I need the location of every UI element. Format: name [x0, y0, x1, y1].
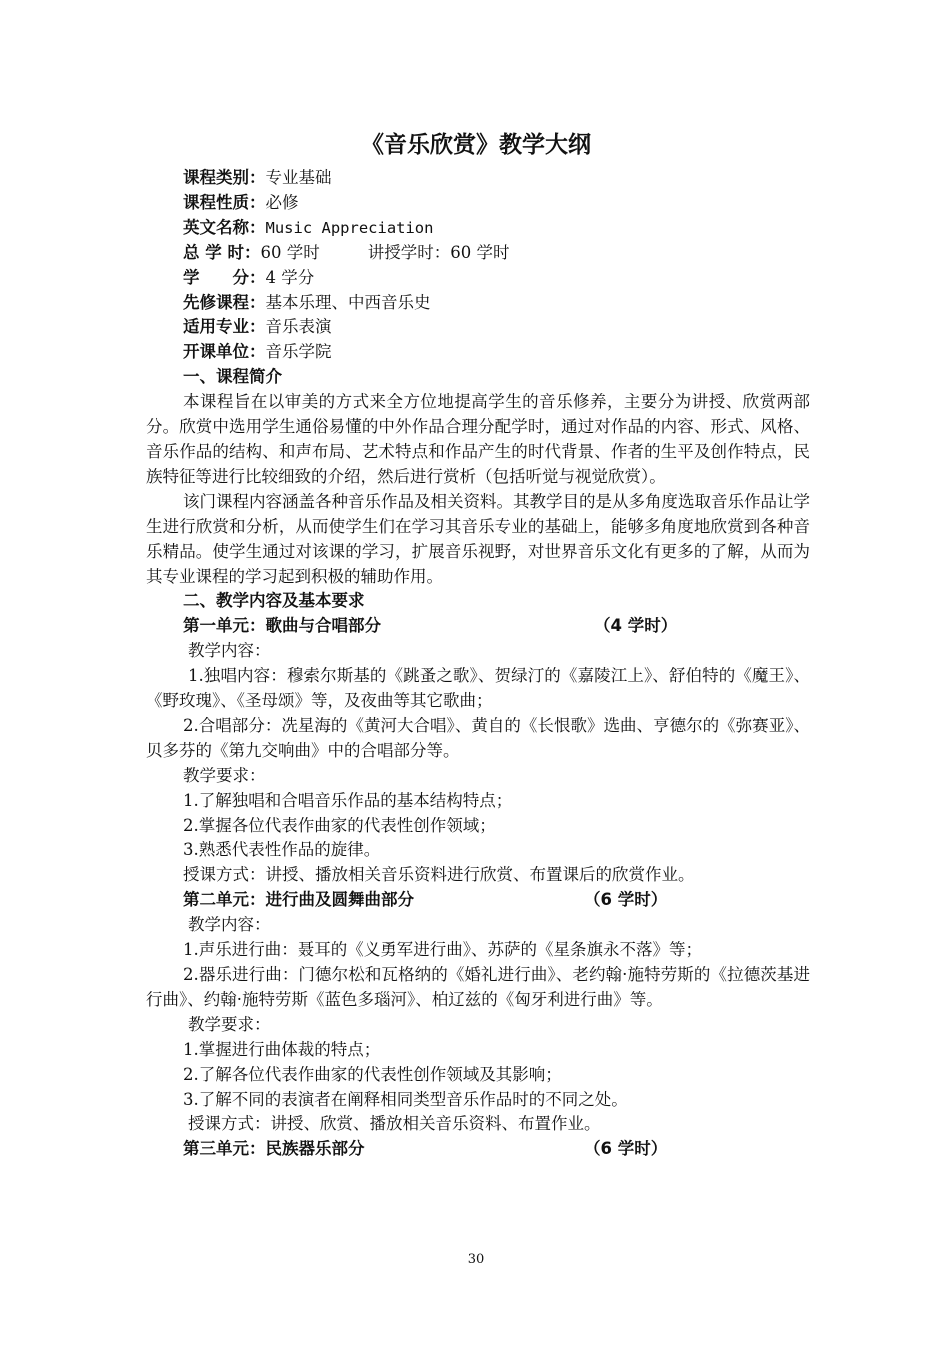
section-heading-intro: 一、课程简介 — [183, 367, 282, 387]
unit-title: 第二单元：进行曲及圆舞曲部分 — [183, 890, 414, 910]
unit2-content-item: 1.声乐进行曲：聂耳的《义勇军进行曲》、苏萨的《星条旗永不落》等； — [183, 940, 702, 960]
unit1-teaching-method: 授课方式：讲授、播放相关音乐资料进行欣赏、布置课后的欣赏作业。 — [183, 865, 695, 885]
unit2-teaching-method: 授课方式：讲授、欣赏、播放相关音乐资料、布置作业。 — [188, 1114, 601, 1134]
meta-offering-unit — [146, 340, 810, 365]
section-heading-content: 二、教学内容及基本要求 — [183, 591, 365, 611]
meta-label: 课程性质： — [183, 192, 266, 212]
meta-value: 60 学时 — [260, 242, 320, 262]
meta-label: 开课单位： — [183, 342, 266, 362]
unit1-requirement-item: 2.掌握各位代表作曲家的代表性创作领域； — [183, 815, 496, 835]
unit1-content-label: 教学内容： — [188, 641, 271, 661]
meta-value: 基本乐理、中西音乐史 — [265, 292, 431, 312]
meta-english-name — [146, 216, 810, 241]
meta-label: 适用专业： — [183, 317, 266, 337]
unit1-heading — [146, 614, 810, 639]
unit1-content-item: 2.合唱部分：冼星海的《黄河大合唱》、黄自的《长恨歌》选曲、亨德尔的《弥赛亚》、贝多芬的《第九交响曲》中的合唱部分等。 — [146, 715, 810, 760]
document-body — [146, 166, 810, 1162]
meta-applicable-major — [146, 315, 810, 340]
meta-label: 先修课程： — [183, 292, 266, 312]
meta-value: 音乐学院 — [265, 342, 332, 362]
unit1-requirement-item: 3.熟悉代表性作品的旋律。 — [183, 840, 381, 860]
unit2-requirement-item: 2.了解各位代表作曲家的代表性创作领域及其影响； — [183, 1064, 562, 1084]
meta-value: Music Appreciation — [265, 218, 434, 237]
meta-prerequisites — [146, 291, 810, 316]
meta-value: 必修 — [265, 192, 299, 212]
meta-value: 4 学分 — [265, 267, 315, 287]
meta-value: 专业基础 — [265, 168, 332, 187]
meta-credits — [146, 266, 810, 291]
meta-label: 总 学 时： — [183, 242, 261, 262]
meta-course-category — [146, 166, 810, 191]
unit-hours: （6 学时） — [584, 890, 668, 910]
unit2-content-label: 教学内容： — [188, 915, 271, 935]
unit-hours: （4 学时） — [594, 616, 678, 636]
meta-label: 学 分： — [183, 267, 266, 287]
meta-total-hours — [146, 241, 810, 266]
intro-paragraph-1: 本课程旨在以审美的方式来全方位地提高学生的音乐修养，主要分为讲授、欣赏两部分。欣赏中选用学生通俗易懂的中外作品合理分配学时，通过对作品的内容、形式、风格、音乐作品的结构、和声布局、艺术特点和作品产生的时代背景、作者的生平及创作特点，民族特征等进行比较细致的介绍，然后进行赏析（包括听觉与视觉欣赏）。 — [146, 392, 810, 486]
unit2-requirement-item: 1.掌握进行曲体裁的特点； — [183, 1039, 381, 1059]
unit1-requirement-item: 1.了解独唱和合唱音乐作品的基本结构特点； — [183, 790, 513, 810]
unit-title: 第一单元：歌曲与合唱部分 — [183, 616, 381, 636]
unit2-heading — [146, 888, 810, 913]
page-number: 30 — [467, 1252, 485, 1267]
page-title: 《音乐欣赏》教学大纲 — [361, 132, 591, 158]
unit1-requirement-label: 教学要求： — [183, 765, 266, 785]
unit2-requirement-label: 教学要求： — [188, 1014, 271, 1034]
unit-title: 第三单元：民族器乐部分 — [183, 1139, 365, 1159]
meta-course-nature — [146, 191, 810, 216]
unit-hours: （6 学时） — [584, 1139, 668, 1159]
unit2-content-item: 2.器乐进行曲：门德尔松和瓦格纳的《婚礼进行曲》、老约翰·施特劳斯的《拉德茨基进行曲》、约翰·施特劳斯《蓝色多瑙河》、柏辽兹的《匈牙利进行曲》等。 — [146, 965, 810, 1009]
unit3-heading — [146, 1137, 810, 1162]
intro-paragraph-2: 该门课程内容涵盖各种音乐作品及相关资料。其教学目的是从多角度选取音乐作品让学生进行欣赏和分析，从而使学生们在学习其音乐专业的基础上，能够多角度地欣赏到各种音乐精品。使学生通过对该课的学习，扩展音乐视野，对世界音乐文化有更多的了解，从而为其专业课程的学习起到积极的辅助作用。 — [146, 491, 810, 586]
meta-lecture-hours: 讲授学时：60 学时 — [367, 242, 510, 262]
meta-value: 音乐表演 — [265, 317, 332, 337]
unit2-requirement-item: 3.了解不同的表演者在阐释相同类型音乐作品时的不同之处。 — [183, 1089, 628, 1109]
meta-label: 英文名称： — [183, 217, 266, 237]
unit1-content-item: 1.独唱内容：穆索尔斯基的《跳蚤之歌》、贺绿汀的《嘉陵江上》、舒伯特的《魔王》、《野玫瑰》、《圣母颂》等，及夜曲等其它歌曲； — [146, 666, 810, 711]
meta-label: 课程类别： — [183, 168, 266, 187]
